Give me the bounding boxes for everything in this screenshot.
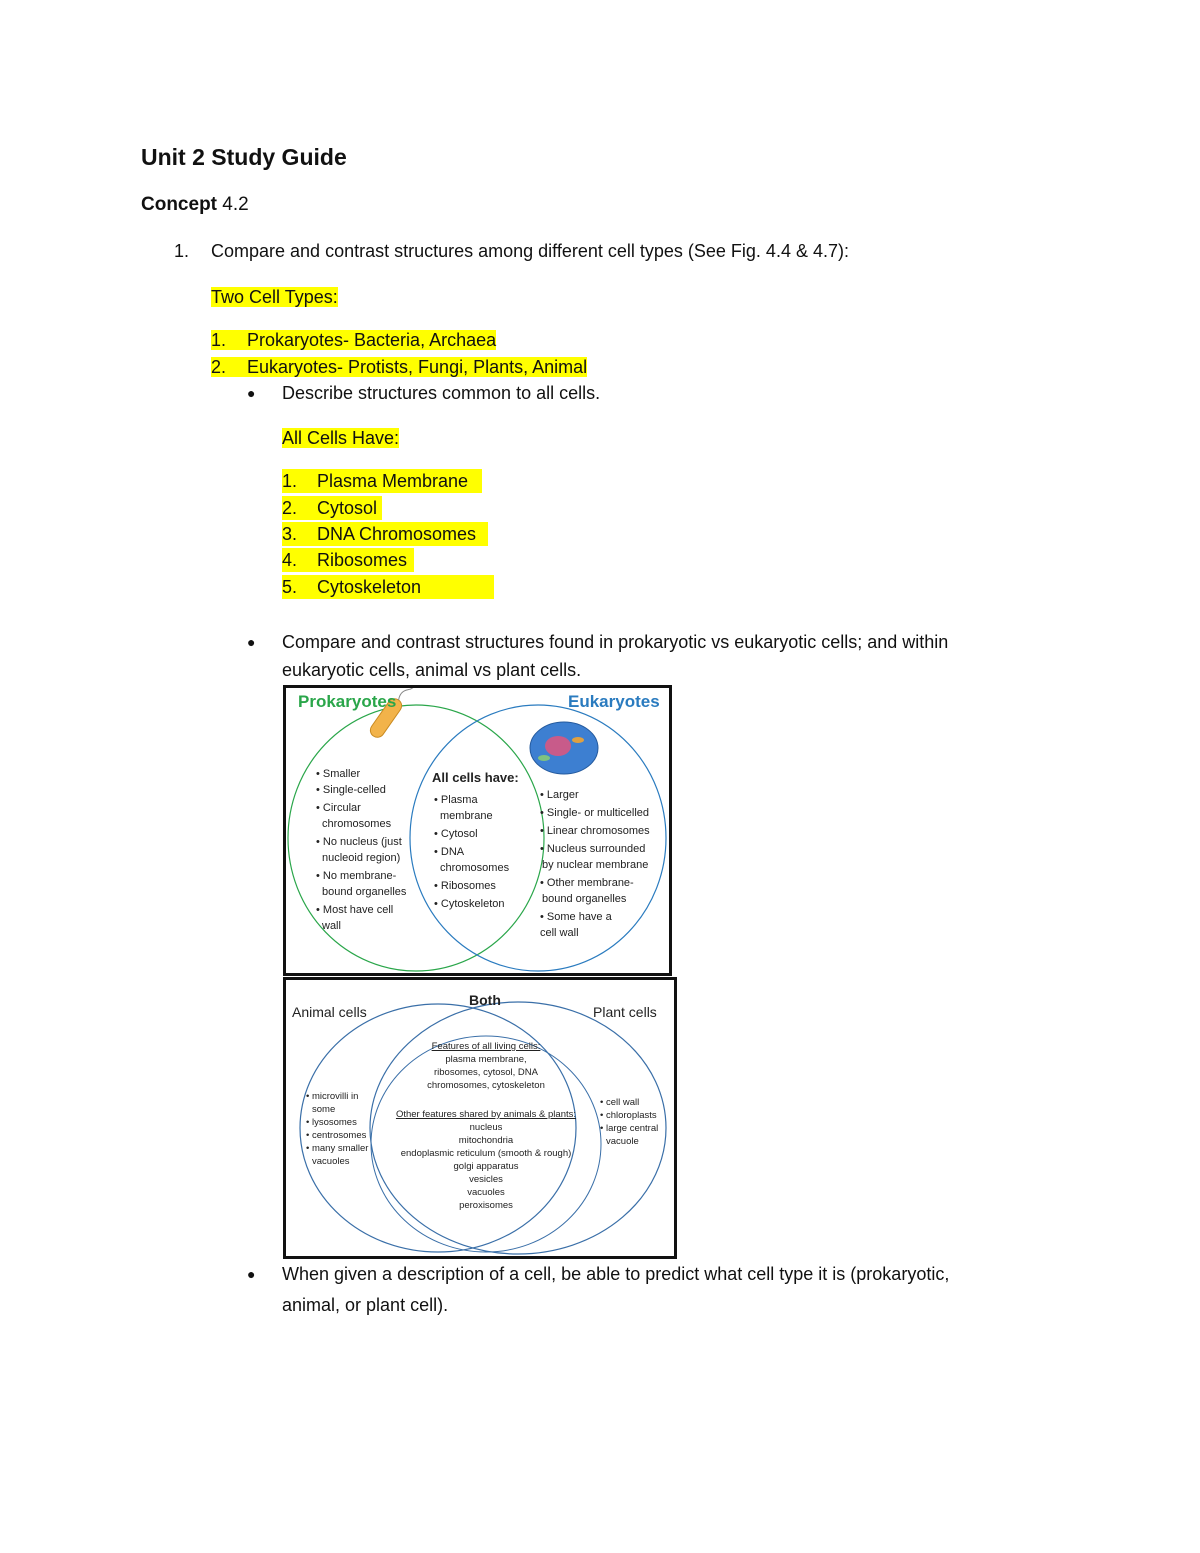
page-title: Unit 2 Study Guide (141, 144, 347, 170)
all-cells-item: 5. Cytoskeleton (282, 575, 494, 599)
venn1-left-title: Prokaryotes (298, 692, 397, 711)
venn-prokaryotes-eukaryotes (283, 685, 672, 976)
question-number: 1. (174, 241, 190, 261)
venn2-right-list: • cell wall • chloroplasts • large central vacuole (600, 1097, 659, 1147)
bullet-item: ● Compare and contrast structures found in prokaryotic vs eukaryotic cells; and within (282, 627, 948, 657)
bullet-icon: ● (247, 385, 256, 401)
concept-label: Concept (141, 194, 217, 215)
question-1 (174, 241, 849, 262)
venn1-center-list: • Plasma membrane • Cytosol • DNA chromosomes • Ribosomes • Cytoskeleton (434, 794, 510, 910)
venn2-center-block: Features of all living cells: plasma membrane, ribosomes, cytosol, DNA chromosomes, cytoskeleton Other features shared by animals & plants: nucleus mitochondria endoplasmic reticulum (smooth & rough) golgi apparatus vesicles vacuoles peroxisomes (395, 1041, 577, 1211)
bullet-item: ● Describe structures common to all cells. (247, 383, 601, 403)
bullet-icon: ● (247, 634, 256, 650)
bullet-item: ● When given a description of a cell, be able to predict what cell type it is (prokaryotic, (282, 1259, 949, 1289)
bullet-continuation: eukaryotic cells, animal vs plant cells. (282, 660, 582, 680)
all-cells-item: 3. DNA Chromosomes (282, 522, 488, 546)
venn2-left-title: Animal cells (292, 1004, 367, 1020)
venn2-left-list: • microvilli in some • lysosomes • centrosomes • many smaller vacuoles (306, 1091, 369, 1167)
eukaryotic-cell-icon (530, 722, 598, 774)
venn-animal-plant (283, 977, 677, 1259)
venn2-top-title: Both (469, 992, 501, 1008)
venn2-right-title: Plant cells (593, 1004, 657, 1020)
venn1-right-list: • Larger • Single- or multicelled • Linear chromosomes • Nucleus surrounded by nuclear membrane • Other membrane- bound organelles • Some have a cell wall (540, 789, 650, 939)
bullet-continuation: animal, or plant cell). (282, 1295, 449, 1315)
all-cells-item: 1. Plasma Membrane (282, 469, 482, 493)
concept-number: 4.2 (222, 194, 249, 215)
two-cell-types-heading: Two Cell Types: (211, 287, 338, 307)
all-cells-item: 4. Ribosomes (282, 548, 414, 572)
venn1-center-title: All cells have: (432, 770, 519, 785)
venn1-right-title: Eukaryotes (568, 692, 660, 711)
question-text: Compare and contrast structures among different cell types (See Fig. 4.4 & 4.7): (211, 241, 849, 261)
bullet-icon: ● (247, 1266, 256, 1282)
concept-heading (141, 194, 249, 216)
all-cells-item: 2. Cytosol (282, 496, 382, 520)
cell-type-item: 2. Eukaryotes- Protists, Fungi, Plants, Animal (211, 357, 588, 377)
all-cells-heading: All Cells Have: (282, 428, 400, 448)
venn1-left-list: • Smaller • Single-celled • Circular chromosomes • No nucleus (just nucleoid region) • No membrane- bound organelles • Most have cell wall (316, 768, 407, 932)
cell-type-item: 1. Prokaryotes- Bacteria, Archaea (211, 330, 497, 350)
